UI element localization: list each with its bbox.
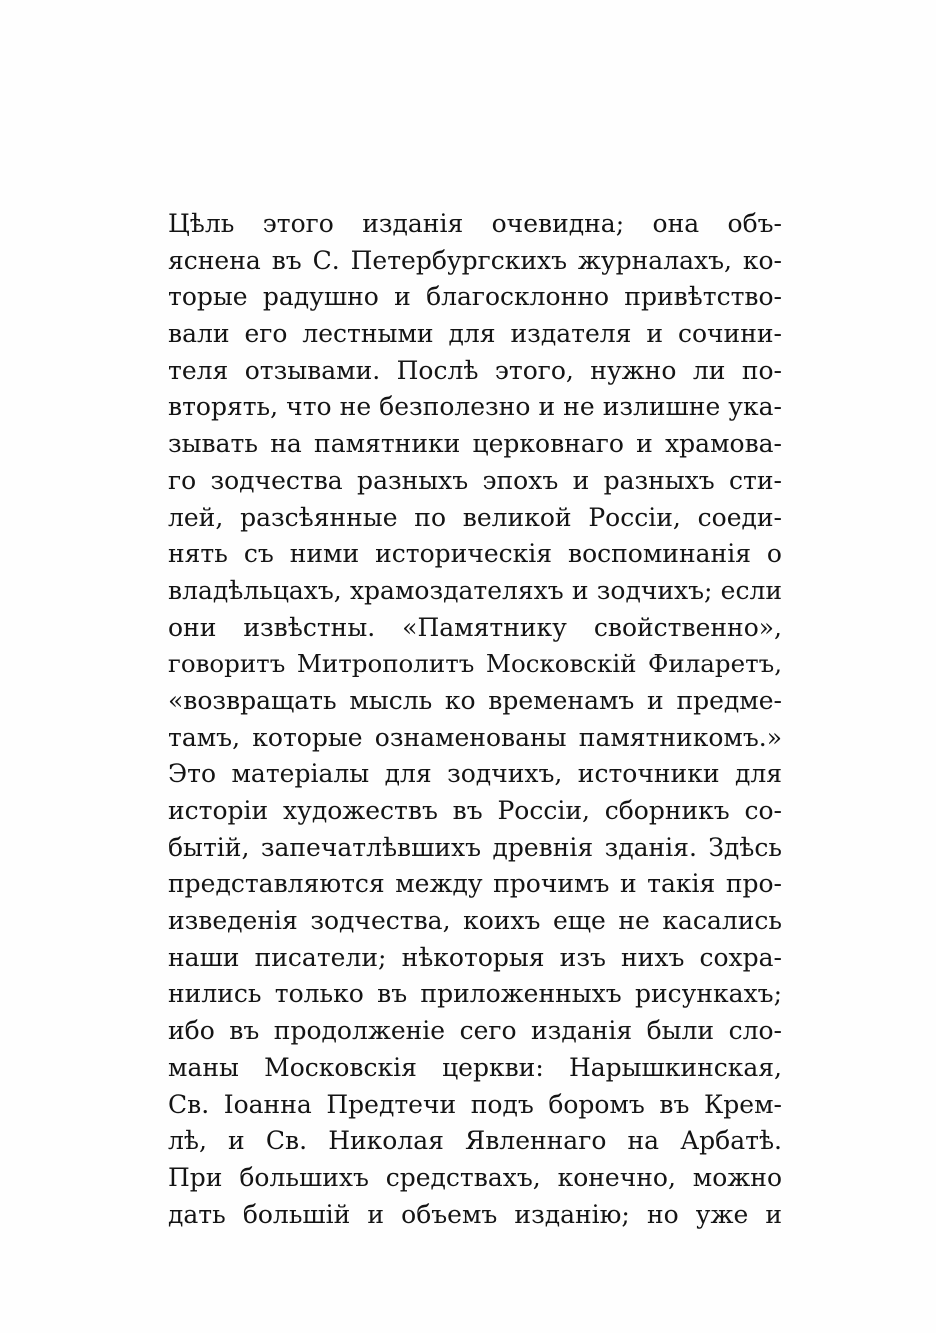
text-line: При большихъ средствахъ, конечно, можно: [168, 1162, 782, 1192]
text-line: ибо въ продолженіе сего изданія были сло-: [168, 1016, 782, 1046]
text-line: маны Московскія церкви: Нарышкинская,: [168, 1052, 782, 1082]
text-line: вали его лестными для издателя и сочини-: [168, 319, 782, 349]
text-line: нять съ ними историческія воспоминанія о: [168, 539, 782, 569]
text-line: бытій, запечатлѣвшихъ древнія зданія. Здѣсь: [168, 832, 782, 862]
text-line: «возвращать мысль ко временамъ и предме-: [168, 685, 782, 715]
text-line: дать большій и объемъ изданію; но уже и: [168, 1199, 782, 1229]
text-line: зывать на памятники церковнаго и храмова-: [168, 429, 782, 459]
text-line: они извѣстны. «Памятнику свойственно»,: [168, 612, 782, 642]
text-line: яснена въ С. Петербургскихъ журналахъ, ко-: [168, 245, 782, 275]
text-line: исторіи художествъ въ Россіи, сборникъ со-: [168, 796, 782, 825]
text-line: говоритъ Митрополитъ Московскій Филаретъ,: [168, 649, 782, 679]
text-line: лей, разсѣянные по великой Россіи, соеди-: [168, 502, 782, 532]
text-line: тамъ, которые ознаменованы памятникомъ.»: [168, 722, 782, 752]
text-line: торые радушно и благосклонно привѣтство-: [168, 282, 782, 312]
text-line: го зодчества разныхъ эпохъ и разныхъ сти-: [168, 465, 782, 495]
text-line: наши писатели; нѣкоторыя изъ нихъ сохра-: [168, 942, 782, 972]
text-line: представляются между прочимъ и такія про-: [168, 869, 782, 899]
text-line: владѣльцахъ, храмоздателяхъ и зодчихъ; если: [168, 575, 782, 605]
text-line: Это матеріалы для зодчихъ, источники для: [168, 759, 782, 789]
text-line: Св. Іоанна Предтечи подъ боромъ въ Крем-: [168, 1089, 782, 1119]
body-text: [168, 206, 782, 1233]
text-line: изведенія зодчества, коихъ еще не касались: [168, 906, 782, 936]
text-line: Цѣль этого изданія очевидна; она объ-: [168, 209, 782, 238]
text-line: вторять, что не безполезно и не излишне ука-: [168, 392, 782, 422]
text-line: нились только въ приложенныхъ рисункахъ;: [168, 979, 782, 1009]
text-line: теля отзывами. Послѣ этого, нужно ли по-: [168, 355, 782, 385]
text-line: лѣ, и Св. Николая Явленнаго на Арбатѣ.: [168, 1126, 782, 1156]
